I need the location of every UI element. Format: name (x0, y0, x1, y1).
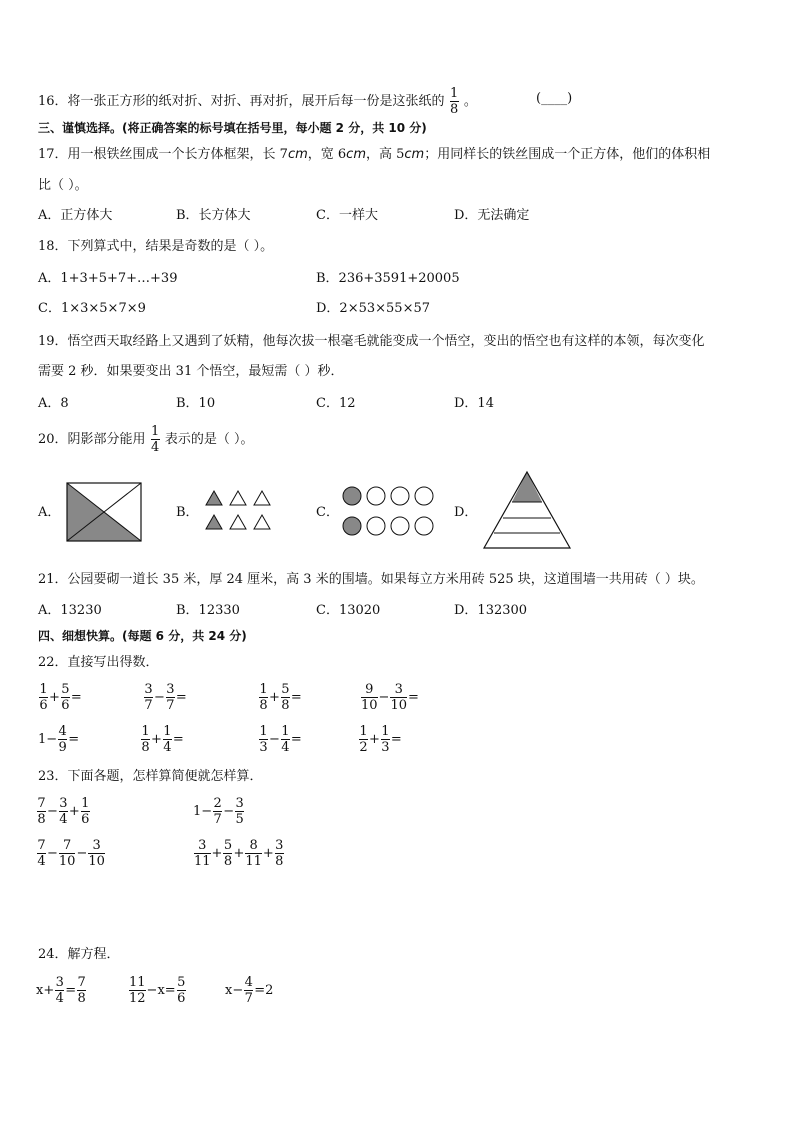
option-c[interactable]: C． (316, 505, 339, 520)
option-b[interactable]: B．长方体大 (176, 208, 251, 223)
expression: $\frac{1}{2}$ + $\frac{1}{3}$ = (359, 724, 402, 755)
option-c[interactable]: C．一样大 (316, 208, 378, 223)
question-23: 23．下面各题，怎样算简便就怎样算． (38, 769, 263, 784)
option-a[interactable]: A．13230 (38, 603, 102, 618)
option-b[interactable]: B．236+3591+20005 (316, 271, 460, 286)
circles-figure (341, 485, 437, 539)
expression: $\frac{1}{6}$ + $\frac{5}{6}$ = (39, 682, 82, 713)
option-d[interactable]: D．2×53×55×57 (316, 301, 430, 316)
question-16 (38, 86, 477, 117)
option-b[interactable]: B．12330 (176, 603, 240, 618)
fraction: $\frac{1}{8}$ (450, 86, 459, 117)
question-20: 20．阴影部分能用 $\frac{1}{4}$ 表示的是（ ）。 (38, 424, 254, 455)
option-d[interactable]: D．14 (454, 396, 494, 411)
question-17: 17．用一根铁丝围成一个长方体框架，长 7cm，宽 6cm，高 5cm；用同样长的铁丝围成一个正方体，他们的体积相 (38, 147, 711, 162)
option-a[interactable]: A．8 (38, 396, 69, 411)
equation: x+ $\frac{3}{4}$ = $\frac{7}{8}$ (36, 975, 86, 1006)
rectangle-figure (66, 482, 142, 542)
expression: $\frac{9}{10}$ − $\frac{3}{10}$ = (361, 682, 419, 713)
triangles-figure (204, 489, 274, 533)
option-c[interactable]: C．12 (316, 396, 356, 411)
question-18: 18．下列算式中，结果是奇数的是（ ）。 (38, 239, 274, 254)
expression: $\frac{1}{8}$ + $\frac{5}{8}$ = (259, 682, 302, 713)
section-4-heading: 四、细想快算。(每题 6 分，共 24 分) (38, 629, 247, 643)
equation: x− $\frac{4}{7}$ =2 (225, 975, 274, 1006)
expression: $\frac{7}{8}$ − $\frac{3}{4}$ + $\frac{1}{6}$ (37, 796, 90, 827)
option-b[interactable]: B．10 (176, 396, 216, 411)
option-b[interactable]: B． (176, 505, 199, 520)
q16-text: 16．将一张正方形的纸对折、对折、再对折，展开后每一份是这张纸的 (38, 94, 445, 109)
question-22: 22．直接写出得数． (38, 655, 159, 670)
fraction: $\frac{1}{4}$ (151, 424, 160, 455)
question-21: 21．公园要砌一道长 35 米，厚 24 厘米，高 3 米的围墙。如果每立方米用砖 525 块，这道围墙一共用砖（ ）块。 (38, 572, 704, 587)
option-a[interactable]: A．正方体大 (38, 208, 113, 223)
question-17-line2: 比（ ）。 (38, 178, 88, 193)
pyramid-figure (482, 470, 572, 550)
expression: $\frac{1}{8}$ + $\frac{1}{4}$ = (141, 724, 184, 755)
option-c[interactable]: C．1×3×5×7×9 (38, 301, 146, 316)
question-19: 19．悟空西天取经路上又遇到了妖精，他每次拔一根毫毛就能变成一个悟空，变出的悟空也有这样的本领，每次变化 (38, 334, 705, 349)
equation: $\frac{11}{12}$ −x= $\frac{5}{6}$ (129, 975, 186, 1006)
option-a[interactable]: A． (38, 505, 61, 520)
option-d[interactable]: D．132300 (454, 603, 528, 618)
question-19-line2: 需要 2 秒．如果要变出 31 个悟空，最短需（ ）秒． (38, 364, 344, 379)
expression: 1− $\frac{4}{9}$ = (38, 724, 80, 755)
question-24: 24．解方程． (38, 947, 120, 962)
expression: $\frac{1}{3}$ − $\frac{1}{4}$ = (259, 724, 302, 755)
option-c[interactable]: C．13020 (316, 603, 381, 618)
option-d[interactable]: D．无法确定 (454, 208, 530, 223)
expression: $\frac{3}{7}$ − $\frac{3}{7}$ = (144, 682, 187, 713)
option-a[interactable]: A．1+3+5+7+…+39 (38, 271, 178, 286)
option-d[interactable]: D． (454, 505, 478, 520)
section-3-heading: 三、谨慎选择。(将正确答案的标号填在括号里，每小题 2 分，共 10 分) (38, 121, 427, 135)
expression: 1− $\frac{2}{7}$ − $\frac{3}{5}$ (193, 796, 244, 827)
q16-text-after: 。 (463, 94, 477, 109)
expression: $\frac{7}{4}$ − $\frac{7}{10}$ − $\frac{3}{10}$ (37, 838, 105, 869)
answer-blank[interactable]: (____) (536, 91, 573, 106)
expression: $\frac{3}{11}$ + $\frac{5}{8}$ + $\frac{8}{11}$ + $\frac{3}{8}$ (194, 838, 284, 869)
